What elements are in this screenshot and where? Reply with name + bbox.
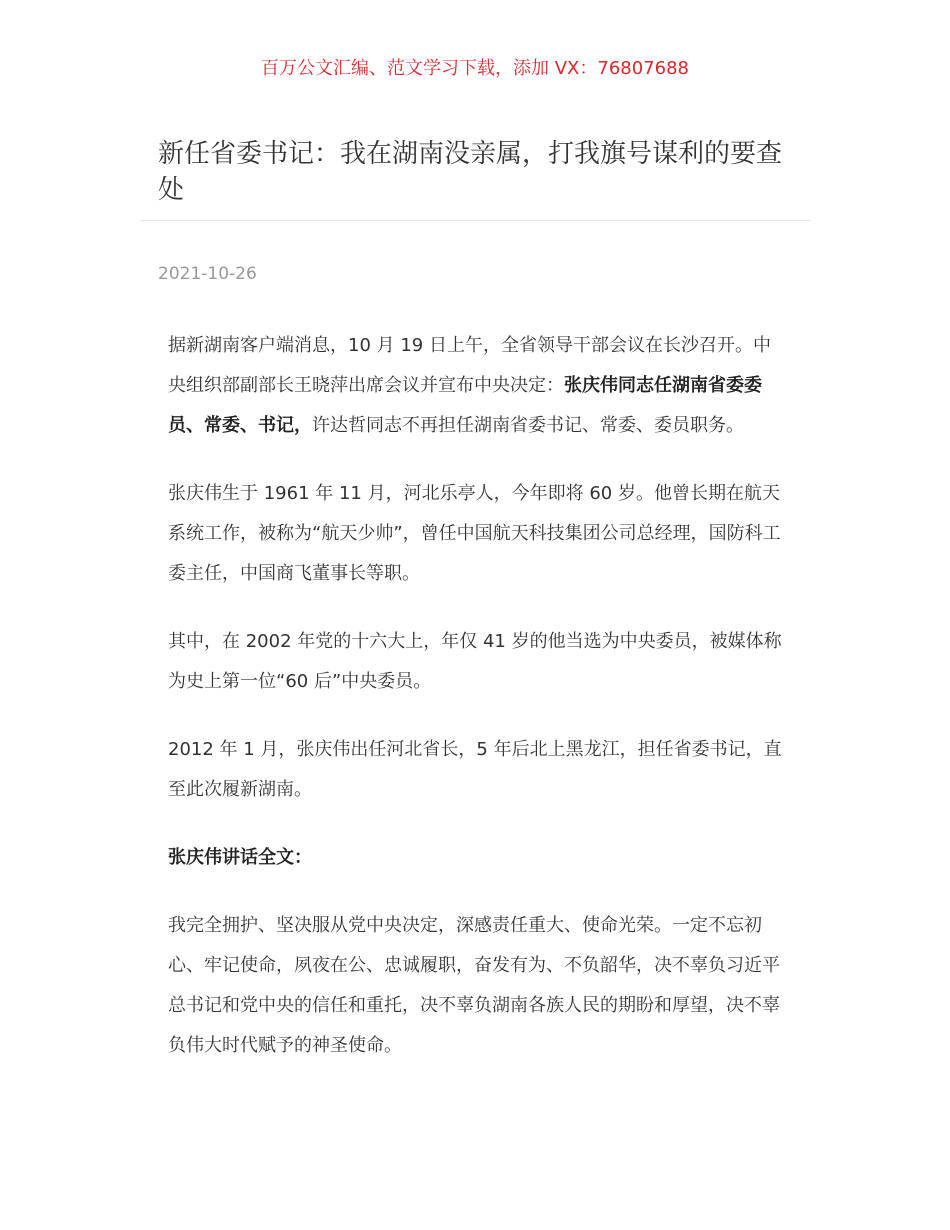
paragraph-1-highlight: 张庆伟同志任湖南省委委员、常委、书记，	[168, 375, 762, 436]
title-divider	[140, 220, 810, 221]
speech-heading	[168, 838, 788, 878]
speech-heading-text: 张庆伟讲话全文：	[168, 847, 312, 868]
paragraph-2: 张庆伟生于 1961 年 11 月，河北乐亭人，今年即将 60 岁。他曾长期在航天系统工作，被称为“航天少帅”，曾任中国航天科技集团公司总经理，国防科工委主任，中国商飞董事长等职。	[168, 483, 781, 584]
publish-date: 2021-10-26	[158, 264, 257, 284]
paragraph-3: 其中，在 2002 年党的十六大上，年仅 41 岁的他当选为中央委员，被媒体称为史上第一位“60 后”中央委员。	[168, 631, 782, 692]
paragraph-1	[168, 326, 788, 446]
promo-banner: 百万公文汇编、范文学习下载，添加 VX：76807688	[261, 58, 689, 79]
paragraph-1-text-a: 据新湖南客户端消息，10 月 19 日上午，全省领导干部会议在长沙召开。中央组织部副部长王晓萍出席会议并宣布中央决定：	[168, 335, 771, 396]
article-title: 新任省委书记：我在湖南没亲属，打我旗号谋利的要查处	[158, 139, 783, 205]
paragraph-1-text-b: 许达哲同志不再担任湖南省委书记、常委、委员职务。	[312, 415, 744, 436]
article-body	[168, 326, 788, 1094]
paragraph-4: 2012 年 1 月，张庆伟出任河北省长，5 年后北上黑龙江，担任省委书记，直至此次履新湖南。	[168, 739, 782, 800]
paragraph-5: 我完全拥护、坚决服从党中央决定，深感责任重大、使命光荣。一定不忘初心、牢记使命，夙夜在公、忠诚履职，奋发有为、不负韶华，决不辜负习近平总书记和党中央的信任和重托，决不辜负湖南各族人民的期盼和厚望，决不辜负伟大时代赋予的神圣使命。	[168, 915, 780, 1056]
